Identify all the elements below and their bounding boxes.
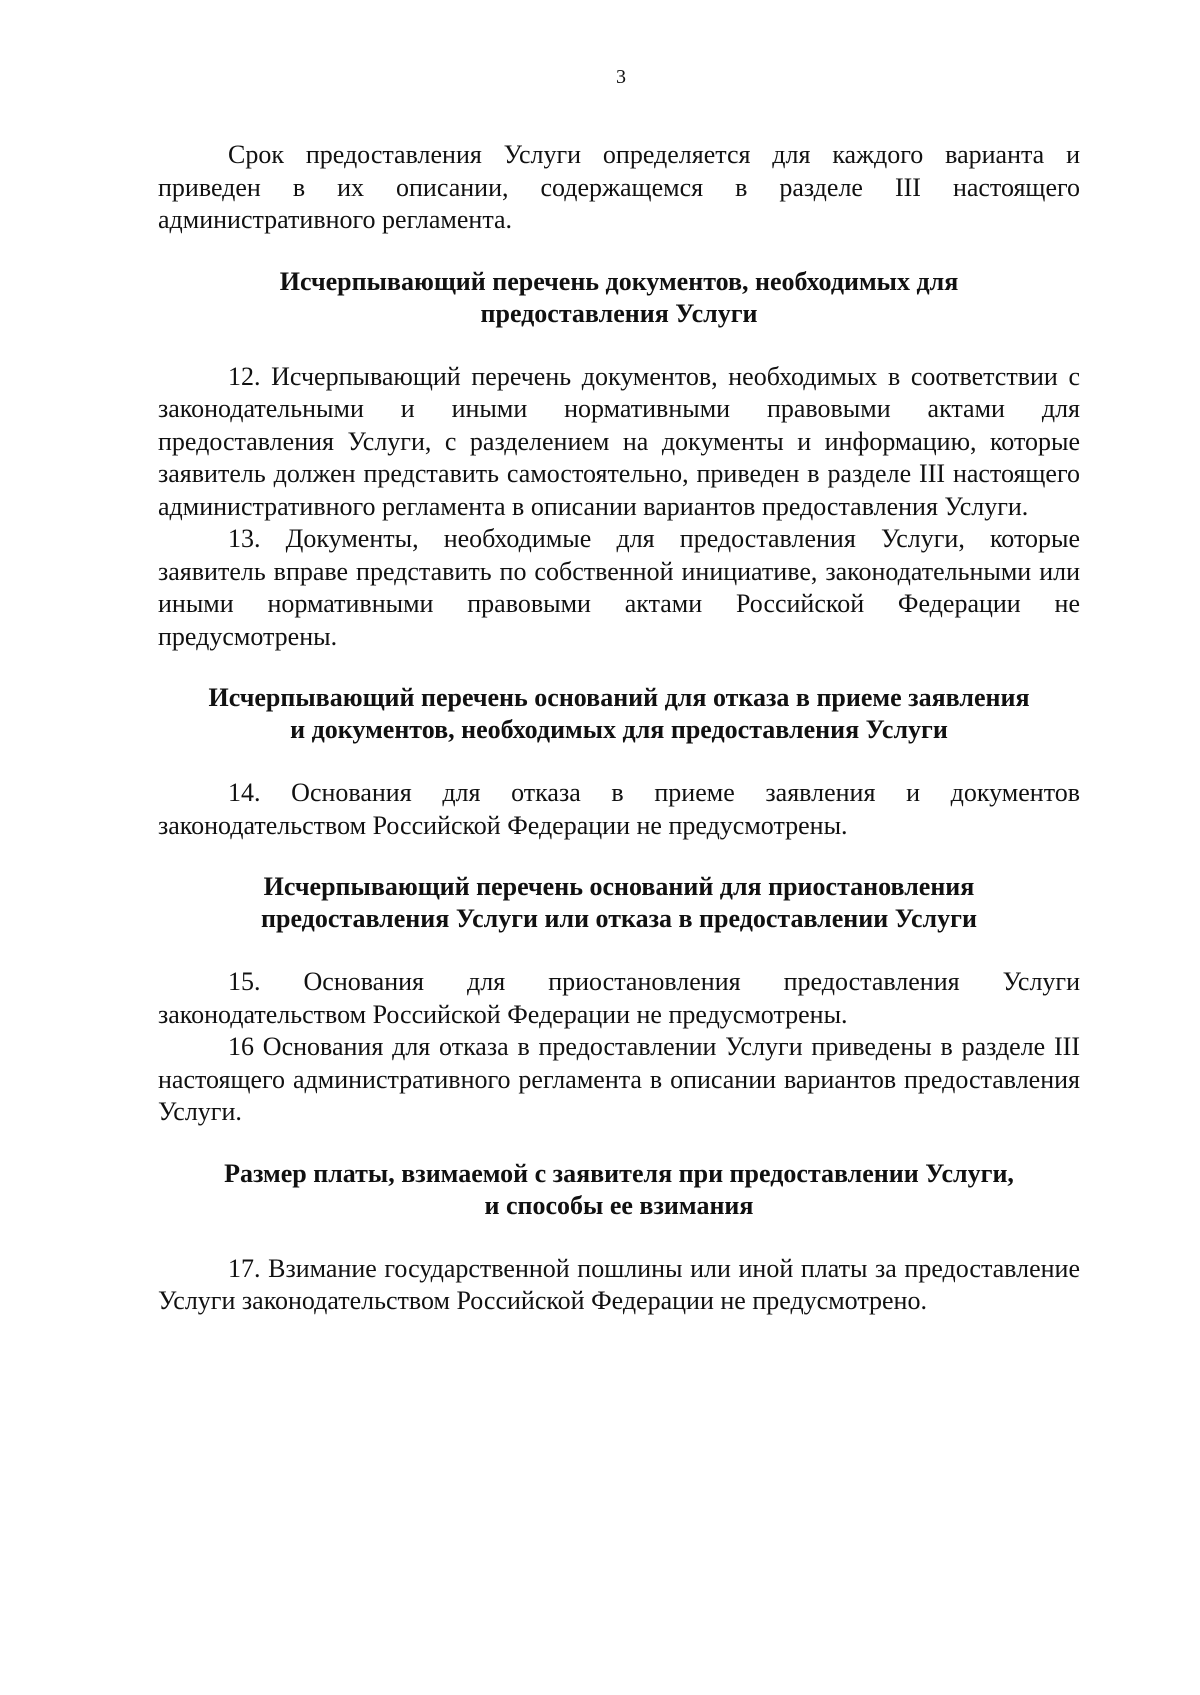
heading-line: и способы ее взимания xyxy=(484,1190,754,1220)
document-body xyxy=(158,139,1080,1318)
paragraph-13: 13. Документы, необходимые для предоставления Услуги, которые заявитель вправе представить по собственной инициативе, законодательными или иными нормативными правовыми актами Российской Федерации не предусмотрены. xyxy=(158,524,1080,651)
paragraph-15: 15. Основания для приостановления предоставления Услуги законодательством Российской Федерации не предусмотрены. xyxy=(158,967,1080,1029)
paragraph-12: 12. Исчерпывающий перечень документов, необходимых в соответствии с законодательными и иными нормативными правовыми актами для предоставления Услуги, с разделением на документы и информацию, которые заявитель должен представить самостоятельно, приведен в разделе III настоящего административного регламента в описании вариантов предоставления Услуги. xyxy=(158,361,1080,521)
paragraph-17: 17. Взимание государственной пошлины или иной платы за предоставление Услуги законодательством Российской Федерации не предусмотрено. xyxy=(158,1253,1080,1315)
heading-line: предоставления Услуги xyxy=(480,298,758,328)
heading-line: Размер платы, взимаемой с заявителя при предоставлении Услуги, xyxy=(224,1158,1014,1188)
heading-refusal-grounds xyxy=(158,682,1080,746)
heading-fee xyxy=(158,1158,1080,1222)
heading-line: Исчерпывающий перечень документов, необходимых для xyxy=(279,266,959,296)
page-number: 3 xyxy=(616,66,626,88)
heading-line: Исчерпывающий перечень оснований для приостановления xyxy=(263,872,975,901)
heading-line: Исчерпывающий перечень оснований для отказа в приеме заявления xyxy=(208,683,1030,712)
paragraph-14: 14. Основания для отказа в приеме заявления и документов законодательством Российской Федерации не предусмотрены. xyxy=(158,778,1080,840)
paragraph-term: Срок предоставления Услуги определяется для каждого варианта и приведен в их описании, содержащемся в разделе III настоящего административного регламента. xyxy=(158,140,1080,234)
heading-suspension-grounds xyxy=(158,871,1080,935)
heading-line: и документов, необходимых для предоставления Услуги xyxy=(290,715,948,744)
paragraph-16: 16 Основания для отказа в предоставлении Услуги приведены в разделе III настоящего административного регламента в описании вариантов предоставления Услуги. xyxy=(158,1032,1080,1126)
heading-line: предоставления Услуги или отказа в предоставлении Услуги xyxy=(261,904,977,933)
heading-documents-list xyxy=(158,266,1080,330)
